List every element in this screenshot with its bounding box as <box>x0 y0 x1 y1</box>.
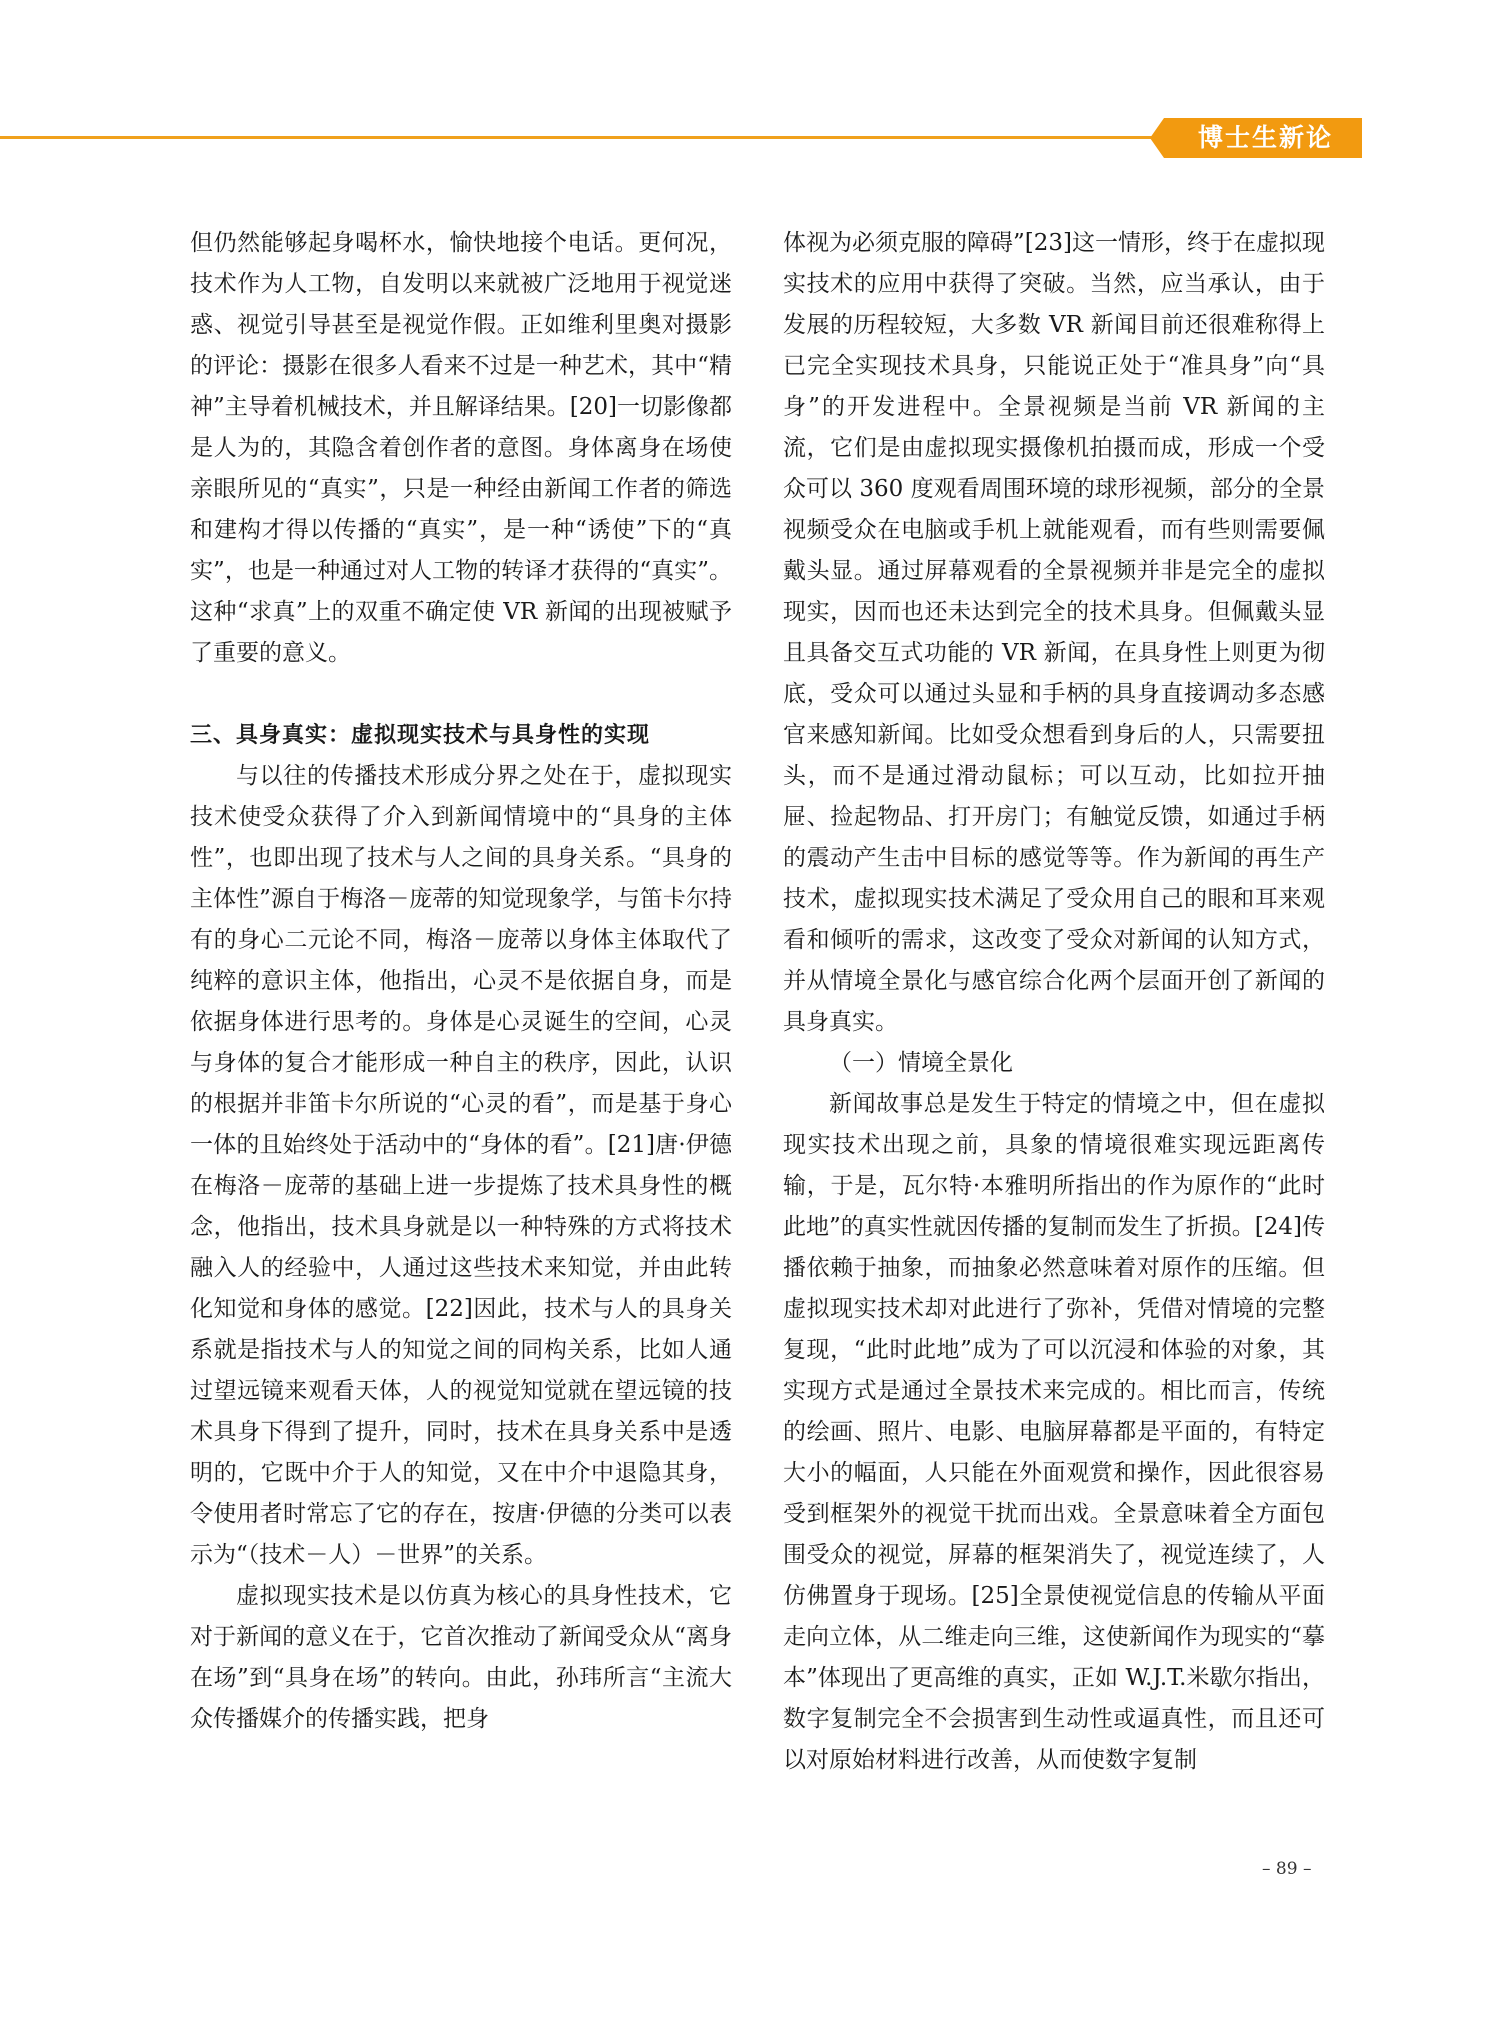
header-rule <box>0 136 1158 139</box>
paragraph: 但仍然能够起身喝杯水，愉快地接个电话。更何况，技术作为人工物，自发明以来就被广泛地用于视觉迷惑、视觉引导甚至是视觉作假。正如维利里奥对摄影的评论：摄影在很多人看来不过是一种艺术，其中“精神”主导着机械技术，并且解译结果。[20]一切影像都是人为的，其隐含着创作者的意图。身体离身在场使亲眼所见的“真实”，只是一种经由新闻工作者的筛选和建构才得以传播的“真实”，是一种“诱使”下的“真实”，也是一种通过对人工物的转译才获得的“真实”。这种“求真”上的双重不确定使 VR 新闻的出现被赋予了重要的意义。 <box>190 230 732 666</box>
paragraph: 虚拟现实技术是以仿真为核心的具身性技术，它对于新闻的意义在于，它首次推动了新闻受众从“离身在场”到“具身在场”的转向。由此，孙玮所言“主流大众传播媒介的传播实践，把身 <box>190 1583 732 1732</box>
section-title: 博士生新论 <box>1198 123 1334 152</box>
subsection-heading: （一）情境全景化 <box>829 1050 1013 1076</box>
section-heading: 三、具身真实：虚拟现实技术与具身性的实现 <box>190 723 651 748</box>
page-number: – 89 – <box>1262 1859 1312 1879</box>
paragraph: 新闻故事总是发生于特定的情境之中，但在虚拟现实技术出现之前，具象的情境很难实现远距离传输，于是，瓦尔特·本雅明所指出的作为原作的“此时此地”的真实性就因传播的复制而发生了折损。[24]传播依赖于抽象，而抽象必然意味着对原作的压缩。但虚拟现实技术却对此进行了弥补，凭借对情境的完整复现，“此时此地”成为了可以沉浸和体验的对象，其实现方式是通过全景技术来完成的。相比而言，传统的绘画、照片、电影、电脑屏幕都是平面的，有特定大小的幅面，人只能在外面观赏和操作，因此很容易受到框架外的视觉干扰而出戏。全景意味着全方面包围受众的视觉，屏幕的框架消失了，视觉连续了，人仿佛置身于现场。[25]全景使视觉信息的传输从平面走向立体，从二维走向三维，这使新闻作为现实的“摹本”体现出了更高维的真实，正如 W.J.T.米歇尔指出，数字复制完全不会损害到生动性或逼真性，而且还可以对原始材料进行改善，从而使数字复制 <box>783 1091 1325 1773</box>
left-column <box>190 223 732 1740</box>
paragraph: 与以往的传播技术形成分界之处在于，虚拟现实技术使受众获得了介入到新闻情境中的“具身的主体性”，也即出现了技术与人之间的具身关系。“具身的主体性”源自于梅洛－庞蒂的知觉现象学，与笛卡尔持有的身心二元论不同，梅洛－庞蒂以身体主体取代了纯粹的意识主体，他指出，心灵不是依据自身，而是依据身体进行思考的。身体是心灵诞生的空间，心灵与身体的复合才能形成一种自主的秩序，因此，认识的根据并非笛卡尔所说的“心灵的看”，而是基于身心一体的且始终处于活动中的“身体的看”。[21]唐·伊德在梅洛－庞蒂的基础上进一步提炼了技术具身性的概念，他指出，技术具身就是以一种特殊的方式将技术融入人的经验中，人通过这些技术来知觉，并由此转化知觉和身体的感觉。[22]因此，技术与人的具身关系就是指技术与人的知觉之间的同构关系，比如人通过望远镜来观看天体，人的视觉知觉就在望远镜的技术具身下得到了提升，同时，技术在具身关系中是透明的，它既中介于人的知觉，又在中介中退隐其身，令使用者时常忘了它的存在，按唐·伊德的分类可以表示为“（技术－人）－世界”的关系。 <box>190 763 732 1568</box>
right-column <box>783 223 1325 1781</box>
paragraph: 体视为必须克服的障碍”[23]这一情形，终于在虚拟现实技术的应用中获得了突破。当然，应当承认，由于发展的历程较短，大多数 VR 新闻目前还很难称得上已完全实现技术具身，只能说正处于“准具身”向“具身”的开发进程中。全景视频是当前 VR 新闻的主流，它们是由虚拟现实摄像机拍摄而成，形成一个受众可以 360 度观看周围环境的球形视频，部分的全景视频受众在电脑或手机上就能观看，而有些则需要佩戴头显。通过屏幕观看的全景视频并非是完全的虚拟现实，因而也还未达到完全的技术具身。但佩戴头显且具备交互式功能的 VR 新闻，在具身性上则更为彻底，受众可以通过头显和手柄的具身直接调动多态感官来感知新闻。比如受众想看到身后的人，只需要扭头，而不是通过滑动鼠标；可以互动，比如拉开抽屉、捡起物品、打开房门；有触觉反馈，如通过手柄的震动产生击中目标的感觉等等。作为新闻的再生产技术，虚拟现实技术满足了受众用自己的眼和耳来观看和倾听的需求，这改变了受众对新闻的认知方式，并从情境全景化与感官综合化两个层面开创了新闻的具身真实。 <box>783 230 1325 1035</box>
